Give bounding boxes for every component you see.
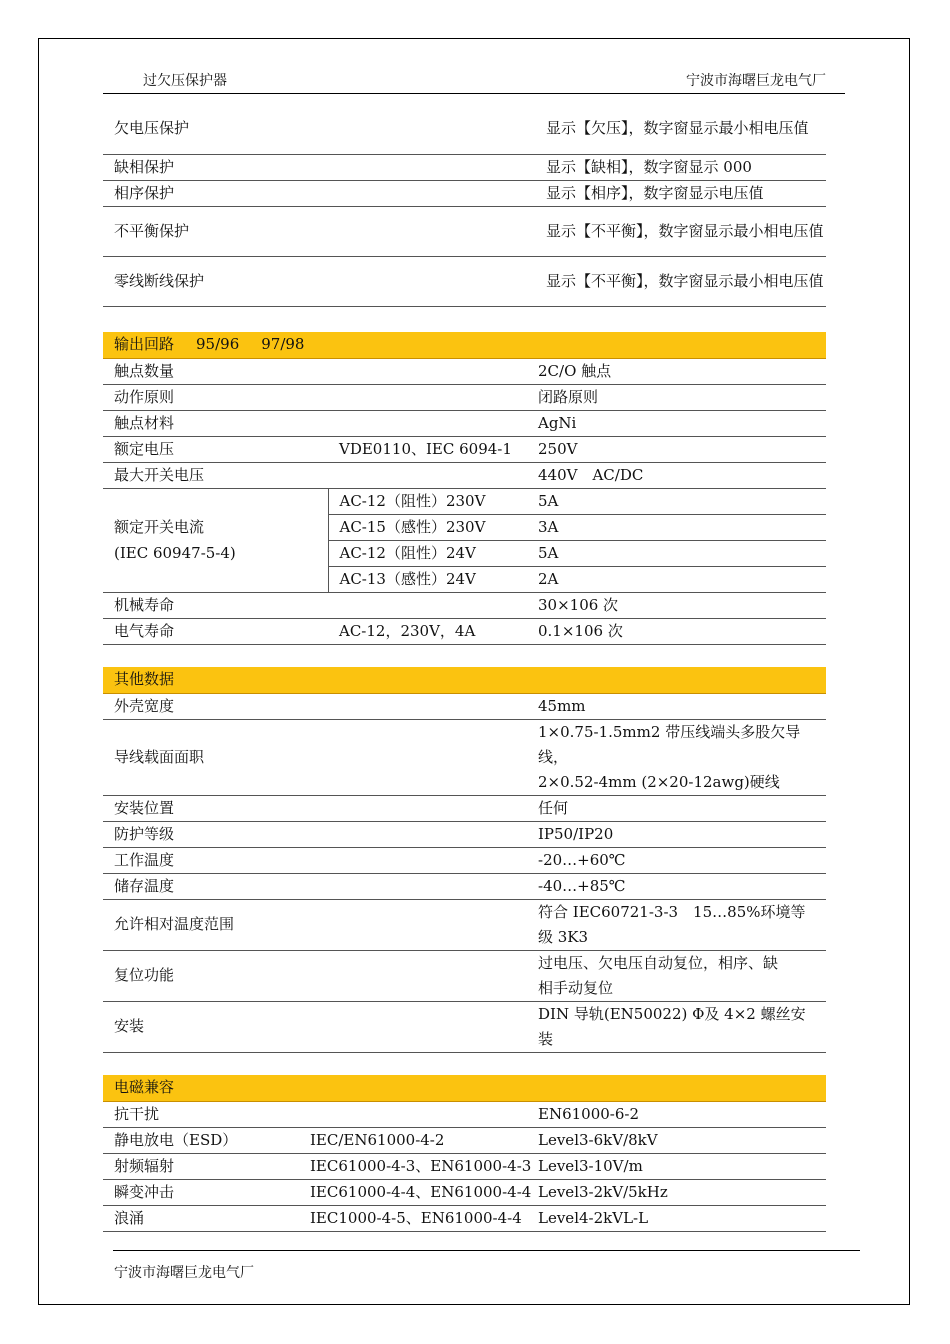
row-label: 额定电压 [103, 436, 328, 462]
section-title: 其他数据 [114, 670, 175, 689]
row-value [531, 719, 826, 795]
row-value [531, 1001, 826, 1052]
row-value: 2A [531, 566, 826, 592]
section-header-emc [103, 1075, 826, 1101]
table-row [103, 256, 826, 306]
row-value: -40…+85℃ [531, 873, 826, 899]
row-value: EN61000-6-2 [531, 1101, 826, 1127]
row-standard [299, 1101, 531, 1127]
row-value: 任何 [531, 795, 826, 821]
table-row [103, 104, 826, 154]
table-row [103, 873, 826, 899]
row-label: 导线载面面职 [103, 719, 531, 795]
row-label: 安装位置 [103, 795, 531, 821]
row-label: 外壳宽度 [103, 693, 531, 719]
row-label-standard: (IEC 60947-5-4) [114, 544, 236, 562]
table-row [103, 436, 826, 462]
row-label: 欠电压保护 [103, 104, 539, 154]
row-standard: IEC1000-4-5、EN61000-4-4 [299, 1205, 531, 1231]
table-row [103, 462, 826, 488]
value-line: 1×0.75-1.5mm2 带压线端头多股欠导 [538, 722, 801, 741]
value-line: 装 [538, 1029, 554, 1048]
header-title: 过欠压保护器 [143, 73, 227, 89]
table-row [103, 847, 826, 873]
row-label: 工作温度 [103, 847, 531, 873]
protection-table [103, 104, 826, 307]
row-value [531, 899, 826, 950]
value-line: 相手动复位 [538, 978, 614, 997]
row-label: 抗干扰 [103, 1101, 299, 1127]
table-row [103, 358, 826, 384]
row-label: 缺相保护 [103, 154, 539, 180]
row-label: 零线断线保护 [103, 256, 539, 306]
row-value: 3A [531, 514, 826, 540]
row-value: 5A [531, 540, 826, 566]
section-header-other [103, 667, 826, 693]
row-label: 安装 [103, 1001, 531, 1052]
row-condition: AC-13（感性）24V [328, 566, 531, 592]
section-title: 电磁兼容 [114, 1078, 175, 1097]
row-value: 闭路原则 [531, 384, 826, 410]
section-header-output [103, 332, 826, 358]
value-line: 2×0.52-4mm (2×20-12awg)硬线 [538, 772, 780, 791]
row-label: 最大开关电压 [103, 462, 328, 488]
row-value: -20…+60℃ [531, 847, 826, 873]
row-value: IP50/IP20 [531, 821, 826, 847]
row-value [531, 950, 826, 1001]
row-label: 相序保护 [103, 180, 539, 206]
table-row [103, 950, 826, 1001]
row-value: 30×106 次 [531, 592, 826, 618]
row-standard: IEC/EN61000-4-2 [299, 1127, 531, 1153]
row-label: 触点数量 [103, 358, 328, 384]
footer-rule [113, 1250, 860, 1251]
row-label: 动作原则 [103, 384, 328, 410]
row-value: Level3-2kV/5kHz [531, 1179, 826, 1205]
value-line: DIN 导轨(EN50022) Φ及 4×2 螺丝安 [538, 1004, 806, 1023]
table-row [103, 1101, 826, 1127]
row-label: 额定开关电流 [114, 518, 205, 536]
row-label: 防护等级 [103, 821, 531, 847]
table-row [103, 1153, 826, 1179]
table-row [103, 899, 826, 950]
table-row [103, 618, 826, 644]
row-value: Level3-10V/m [531, 1153, 826, 1179]
table-row [103, 206, 826, 256]
row-label: 机械寿命 [103, 592, 328, 618]
row-value: 5A [531, 488, 826, 514]
row-condition: AC-12，230V，4A [328, 618, 531, 644]
table-row [103, 592, 826, 618]
table-row [103, 410, 826, 436]
row-value: 显示【缺相】，数字窗显示 000 [539, 154, 826, 180]
table-row [103, 821, 826, 847]
row-value: 0.1×106 次 [531, 618, 826, 644]
row-condition: AC-15（感性）230V [328, 514, 531, 540]
row-value: 显示【不平衡】，数字窗显示最小相电压值 [539, 256, 826, 306]
row-label: 复位功能 [103, 950, 531, 1001]
output-table [103, 332, 826, 645]
emc-table [103, 1075, 826, 1232]
table-row [103, 1205, 826, 1231]
row-condition: AC-12（阻性）230V [328, 488, 531, 514]
row-value: 显示【不平衡】，数字窗显示最小相电压值 [539, 206, 826, 256]
table-row [103, 795, 826, 821]
table-row [103, 154, 826, 180]
row-label: 浪涌 [103, 1205, 299, 1231]
row-value: 250V [531, 436, 826, 462]
table-row [103, 1001, 826, 1052]
row-value: 2C/O 触点 [531, 358, 826, 384]
row-value: 440V AC/DC [531, 462, 826, 488]
value-line: 符合 IEC60721-3-3 15…85%环境等 [538, 902, 806, 921]
row-label: 瞬变冲击 [103, 1179, 299, 1205]
terminal-code: 95/96 [196, 335, 240, 354]
row-standard: IEC61000-4-3、EN61000-4-3 [299, 1153, 531, 1179]
terminal-code: 97/98 [261, 335, 305, 354]
table-row [103, 1127, 826, 1153]
value-line: 过电压、欠电压自动复位，相序、缺 [538, 953, 779, 972]
table-row [103, 693, 826, 719]
row-label: 不平衡保护 [103, 206, 539, 256]
table-row [103, 180, 826, 206]
row-standard: VDE0110、IEC 6094-1 [328, 436, 531, 462]
row-label: 触点材料 [103, 410, 328, 436]
rated-current-label [103, 488, 328, 592]
row-label: 电气寿命 [103, 618, 328, 644]
table-row [103, 384, 826, 410]
footer-company: 宁波市海曙巨龙电气厂 [114, 1265, 254, 1281]
row-label: 射频辐射 [103, 1153, 299, 1179]
header-company: 宁波市海曙巨龙电气厂 [686, 73, 826, 89]
row-condition: AC-12（阻性）24V [328, 540, 531, 566]
value-line: 级 3K3 [538, 927, 589, 946]
row-value: 显示【相序】，数字窗显示电压值 [539, 180, 826, 206]
row-label: 储存温度 [103, 873, 531, 899]
row-value: Level4-2kVL-L [531, 1205, 826, 1231]
row-value: AgNi [531, 410, 826, 436]
value-line: 线， [538, 747, 569, 766]
row-value: Level3-6kV/8kV [531, 1127, 826, 1153]
row-value: 显示【欠压】，数字窗显示最小相电压值 [539, 104, 826, 154]
row-label: 允许相对温度范围 [103, 899, 531, 950]
table-row [103, 719, 826, 795]
section-title: 输出回路 [114, 335, 175, 354]
table-row [103, 1179, 826, 1205]
row-label: 静电放电（ESD） [103, 1127, 299, 1153]
row-value: 45mm [531, 693, 826, 719]
other-data-table [103, 667, 826, 1053]
table-row [103, 488, 826, 514]
row-standard: IEC61000-4-4、EN61000-4-4 [299, 1179, 531, 1205]
header-rule [103, 93, 845, 94]
